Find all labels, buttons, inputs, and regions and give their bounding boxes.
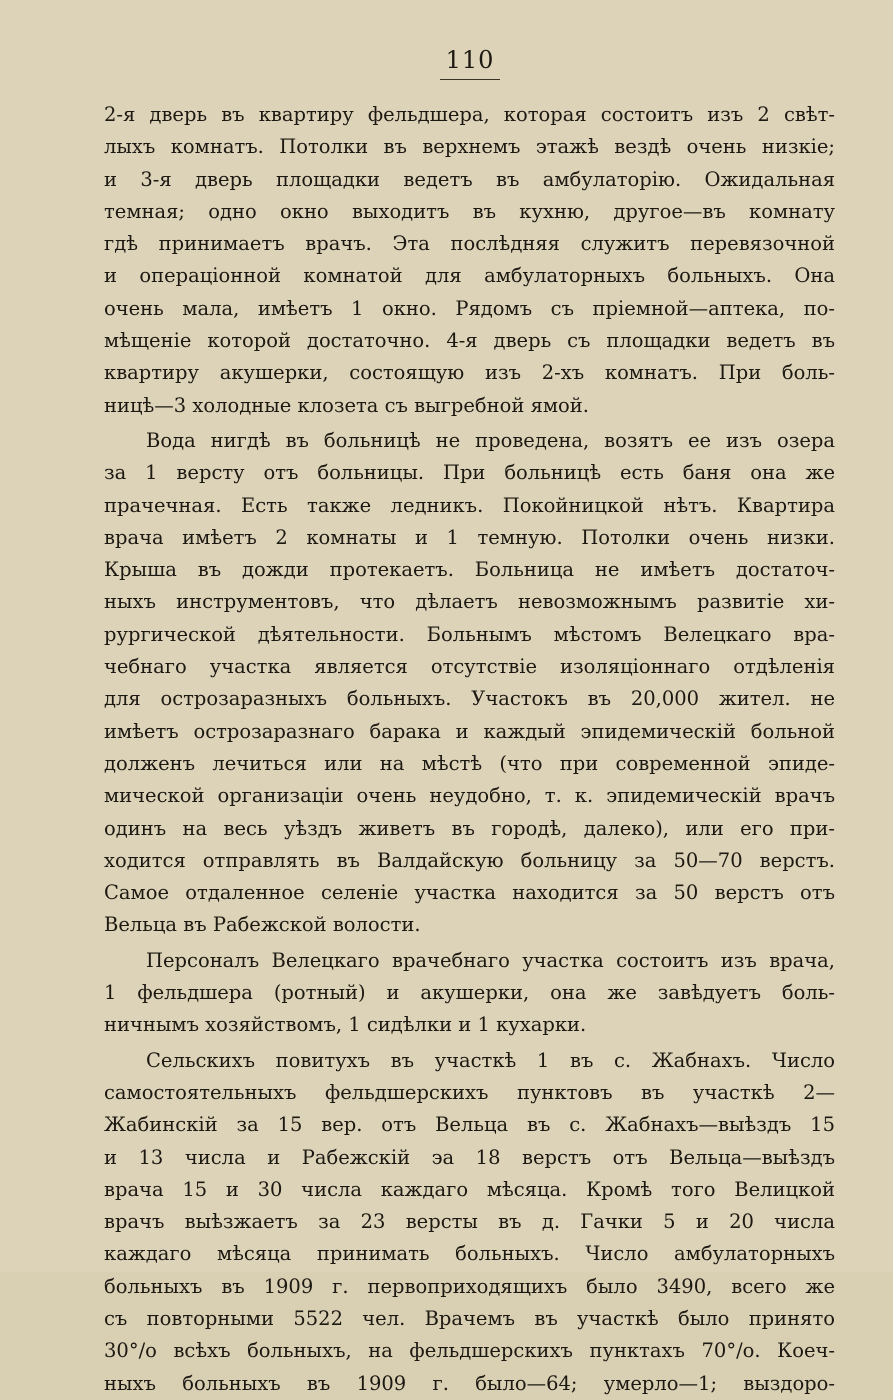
text-line: Самое отдаленное селеніе участка находится за 50 верстъ отъ (104, 881, 835, 905)
text-line: долженъ лечиться или на мѣстѣ (что при современной эпиде- (104, 751, 835, 775)
text-line: одинъ на весь уѣздъ живетъ въ городѣ, далеко), или его при- (104, 816, 835, 840)
text-line: очень мала, имѣетъ 1 окно. Рядомъ съ пріемной—аптека, по- (104, 296, 835, 320)
text-line: ходится отправлять въ Валдайскую больницу за 50—70 верстъ. (104, 848, 835, 872)
text-line: лыхъ комнатъ. Потолки въ верхнемъ этажѣ вездѣ очень низкіе; (104, 135, 835, 159)
text-line: прачечная. Есть также ледникъ. Покойницкой нѣтъ. Квартира (104, 493, 835, 517)
text-line: 1 фельдшера (ротный) и акушерки, она же завѣдуетъ боль- (104, 981, 835, 1005)
text-line: и 3-я дверь площадки ведетъ въ амбулаторію. Ожидальная (104, 167, 835, 191)
text-line: Вода нигдѣ въ больницѣ не проведена, возятъ ее изъ озера (146, 428, 835, 452)
text-line: врача имѣетъ 2 комнаты и 1 темную. Потолки очень низки. (104, 525, 835, 549)
text-line: рургической дѣятельности. Больнымъ мѣстомъ Велецкаго вра- (104, 622, 835, 646)
text-line: Персоналъ Велецкаго врачебнаго участка состоитъ изъ врача, (146, 948, 835, 972)
text-line: ницѣ—3 холодные клозета съ выгребной ямой. (104, 393, 589, 417)
body-text (104, 99, 835, 1400)
text-line: за 1 версту отъ больницы. При больницѣ есть баня она же (104, 461, 835, 485)
text-line: мѣщеніе которой достаточно. 4-я дверь съ площадки ведетъ въ (104, 329, 835, 353)
text-line: Жабинскій за 15 вер. отъ Вельца въ с. Жабнахъ—выѣздъ 15 (104, 1113, 835, 1137)
text-line: 2-я дверь въ квартиру фельдшера, которая состоитъ изъ 2 свѣт- (104, 103, 835, 126)
text-line: квартиру акушерки, состоящую изъ 2-хъ комнатъ. При боль- (104, 361, 835, 385)
paragraph (104, 425, 835, 942)
text-line: врачъ выѣзжаетъ за 23 версты въ д. Гачки 5 и 20 числа (104, 1210, 835, 1234)
text-line: для острозаразныхъ больныхъ. Участокъ въ 20,000 жител. не (104, 687, 835, 711)
text-line: чебнаго участка является отсутствіе изоляціоннаго отдѣленія (104, 655, 835, 679)
text-line: и операціонной комнатой для амбулаторныхъ больныхъ. Она (104, 264, 835, 288)
text-line: мической организаціи очень неудобно, т. к. эпидемическій врачъ (104, 784, 835, 808)
text-line: больныхъ въ 1909 г. первоприходящихъ было 3490, всего же (104, 1274, 835, 1298)
text-line: Сельскихъ повитухъ въ участкѣ 1 въ с. Жабнахъ. Число (146, 1048, 835, 1072)
paragraph (104, 1045, 835, 1400)
text-line: Крыша въ дожди протекаетъ. Больница не имѣетъ достаточ- (104, 558, 835, 582)
text-line: ныхъ больныхъ въ 1909 г. было—64; умерло—1; выздоро- (104, 1371, 835, 1395)
text-line: ныхъ инструментовъ, что дѣлаетъ невозможнымъ развитіе хи- (104, 590, 835, 614)
paragraph (104, 99, 835, 422)
text-line: каждаго мѣсяца принимать больныхъ. Число амбулаторныхъ (104, 1242, 835, 1266)
paragraph (104, 945, 835, 1042)
text-line: Вельца въ Рабежской волости. (104, 913, 421, 937)
text-line: съ повторными 5522 чел. Врачемъ въ участкѣ было принято (104, 1306, 835, 1330)
text-line: ничнымъ хозяйствомъ, 1 сидѣлки и 1 кухарки. (104, 1013, 587, 1037)
text-line: гдѣ принимаетъ врачъ. Эта послѣдняя служитъ перевязочной (104, 232, 835, 256)
text-line: самостоятельныхъ фельдшерскихъ пунктовъ въ участкѣ 2— (104, 1080, 835, 1104)
text-line: и 13 числа и Рабежскій эа 18 верстъ отъ Вельца—выѣздъ (104, 1145, 835, 1169)
text-line: темная; одно окно выходитъ въ кухню, другое—въ комнату (104, 199, 835, 223)
page-number-underline (440, 79, 500, 80)
text-line: врача 15 и 30 числа каждаго мѣсяца. Кромѣ того Велицкой (104, 1177, 835, 1201)
text-line: имѣетъ острозаразнаго барака и каждый эпидемическій больной (104, 719, 835, 743)
page-number: 110 (445, 46, 495, 74)
text-line: 30°/о всѣхъ больныхъ, на фельдшерскихъ пунктахъ 70°/о. Коеч- (104, 1339, 835, 1363)
